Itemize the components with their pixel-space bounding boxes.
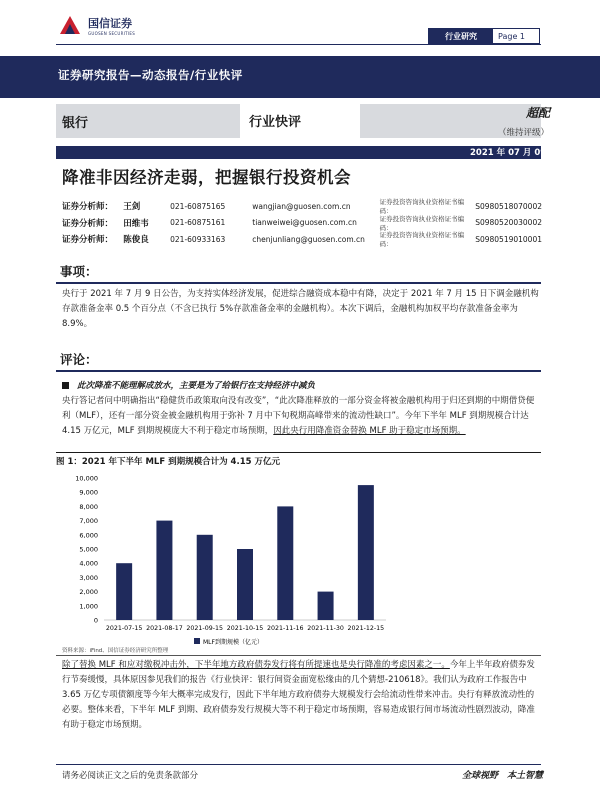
figure-divider [56, 655, 541, 656]
legend-label: MLF到期规模（亿元） [203, 639, 263, 646]
footer-divider [56, 764, 541, 765]
x-tick-label: 2021-07-15 [105, 625, 143, 632]
y-tick-label: 4,000 [79, 559, 98, 568]
bar [197, 535, 213, 620]
bar [237, 549, 253, 620]
industry-label: 银行 [62, 116, 89, 131]
analyst-name: 田维韦 [123, 218, 149, 229]
bar [358, 485, 374, 620]
analyst-name: 陈俊良 [123, 235, 149, 246]
report-date: 2021 年 07 月 09 日 [470, 148, 558, 158]
comments-heading: 评论： [56, 350, 541, 372]
analyst-list [62, 198, 542, 248]
bar [156, 521, 172, 620]
mlf-bar-chart [56, 468, 541, 646]
company-name-cn: 国信证券 [88, 16, 132, 30]
analyst-row [62, 215, 542, 232]
y-tick-label: 2,000 [79, 588, 98, 597]
analyst-cert-label: 证券投资咨询执业资格证书编码： [379, 198, 465, 216]
analyst-cert-code: S0980520030002 [475, 218, 542, 228]
chart-legend [194, 638, 263, 646]
y-tick-label: 0 [93, 616, 98, 625]
y-tick-label: 8,000 [79, 502, 98, 511]
x-tick-label: 2021-11-16 [266, 625, 304, 632]
company-logo [58, 14, 135, 36]
bar [277, 506, 293, 620]
y-tick-label: 6,000 [79, 531, 98, 540]
analyst-cert-code: S0980518070002 [475, 201, 542, 211]
y-tick-label: 3,000 [79, 573, 98, 582]
report-type: 行业快评 [249, 115, 302, 130]
analyst-phone: 021-60875161 [170, 218, 226, 228]
bar [318, 592, 334, 620]
analyst-row [62, 198, 542, 215]
comment-paragraph-2-highlight: 除了替换 MLF 和应对缴税冲击外，下半年地方政府债券发行将有所提速也是央行降准的考虑因素之一。 [62, 660, 450, 670]
y-tick-label: 10,000 [75, 474, 98, 483]
events-heading: 事项： [56, 262, 541, 284]
rating-note: （维持评级） [498, 128, 550, 138]
comment-bullet [62, 379, 315, 391]
analyst-phone: 021-60933163 [170, 234, 226, 244]
bullet-square-icon [62, 382, 69, 389]
figure-source: 资料来源：iFind、国信证券经济研究所整理 [62, 648, 169, 654]
guosen-logo-icon [58, 14, 82, 36]
analyst-role: 证券分析师： [62, 202, 114, 213]
company-name-en: GUOSEN SECURITIES [88, 30, 136, 36]
comment-paragraph-1-highlight: 因此央行用降准资金替换 MLF 助于稳定市场预期。 [273, 426, 466, 436]
comment-paragraph-2-text: 今年上半年政府债券发行节奏缓慢，具体原因参见我们的报告《行业快评：银行间资金面宽松缘由的几个猜想-210618》。我们认为政府工作报告中 3.65 万亿专项债额度等今年大概率完成发行，因此下半年地方政府债券大规模发行会给流动性带来冲击。央行有释放流动性的必要。整体来看，下半年 MLF 到期、政府债券发行规模大等不利于稳定市场预期，容易造成银行间市场流动性剧烈波动，降准有助于稳定市场预期。 [62, 660, 535, 730]
analyst-cert-code: S0980519010001 [475, 234, 542, 244]
doc-type-label: 行业研究 [429, 29, 493, 43]
analyst-email[interactable]: wangjian@guosen.com.cn [252, 201, 351, 211]
x-axis [106, 625, 384, 632]
y-tick-label: 9,000 [79, 488, 98, 497]
analyst-cert-label: 证券投资咨询执业资格证书编码： [379, 231, 465, 249]
events-body: 央行于 2021 年 7 月 9 日公告，为支持实体经济发展，促进综合融资成本稳中有降，决定于 2021 年 7 月 15 日下调金融机构存款准备金率 0.5 个百分点（不含已执行 5%存款准备金率的金融机构）。本次下调后，金融机构加权平均存款准备金率为 8.9%。 [62, 289, 539, 329]
x-tick-label: 2021-09-15 [186, 625, 224, 632]
x-tick-label: 2021-12-15 [347, 625, 385, 632]
x-tick-label: 2021-11-30 [307, 625, 344, 632]
report-title: 降准非因经济走弱，把握银行投资机会 [62, 168, 351, 187]
y-tick-label: 7,000 [79, 517, 98, 526]
analyst-email[interactable]: tianweiwei@guosen.com.cn [252, 218, 357, 228]
bar [116, 563, 132, 620]
analyst-phone: 021-60875165 [170, 201, 226, 211]
analyst-role: 证券分析师： [62, 235, 114, 246]
analyst-cert-label: 证券投资咨询执业资格证书编码： [379, 214, 465, 232]
comment-bullet-text: 此次降准不能理解成放水，主要是为了给银行在支持经济中减负 [77, 381, 316, 391]
x-tick-label: 2021-10-15 [226, 625, 264, 632]
analyst-role: 证券分析师： [62, 218, 114, 229]
y-tick-label: 5,000 [79, 545, 98, 554]
bar-series [116, 485, 374, 620]
date-bar [56, 146, 541, 159]
analyst-name: 王剑 [123, 202, 141, 213]
x-tick-label: 2021-08-17 [146, 625, 183, 632]
footer-disclaimer: 请务必阅读正文之后的免责条款部分 [62, 771, 199, 781]
comment-paragraph-2 [62, 658, 540, 733]
analyst-row [62, 231, 542, 248]
analyst-email[interactable]: chenjunliang@guosen.com.cn [252, 234, 365, 244]
comment-paragraph-1-text: 央行答记者问中明确指出“稳健货币政策取向没有改变”，“此次降准释放的一部分资金将被金融机构用于归还到期的中期借贷便利（MLF），还有一部分资金被金融机构用于弥补 7 月中下旬税期高峰带来的流动性缺口”。今年下半年 MLF 到期规模合计达 4.15 万亿元，MLF 到期规模庞大不利于稳定市场预期， [62, 396, 535, 436]
legend-swatch [194, 638, 200, 644]
doc-type-box [428, 28, 540, 44]
figure-title: 图 1：2021 年下半年 MLF 到期规模合计为 4.15 万亿元 [56, 452, 541, 467]
comment-paragraph-1 [62, 394, 540, 439]
footer-slogan: 全球视野 本土智慧 [462, 771, 544, 781]
header-divider [56, 44, 541, 45]
report-category: 证券研究报告—动态报告/行业快评 [58, 68, 243, 82]
rating: 超配 [526, 106, 551, 120]
y-tick-label: 1,000 [79, 602, 98, 611]
page-label: Page 1 [498, 31, 525, 41]
